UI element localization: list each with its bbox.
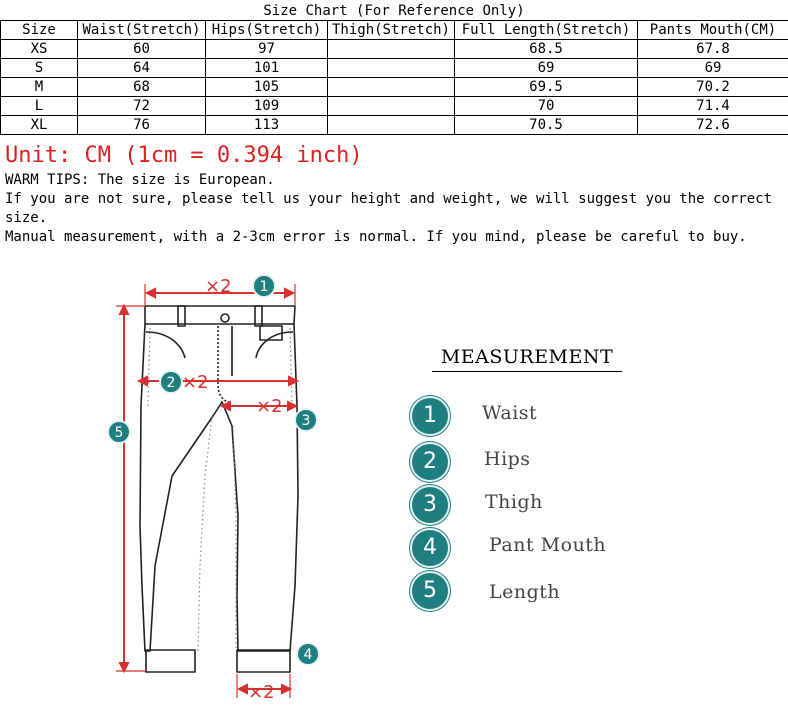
legend-item-thigh [410, 485, 710, 525]
table-header-row [1, 21, 788, 40]
pant-mouth-multiplier: ×2 [248, 682, 275, 703]
table-cell: L [1, 97, 78, 116]
table-cell: 105 [206, 78, 328, 97]
table-cell: M [1, 78, 78, 97]
diagram-badge-4 [297, 643, 319, 665]
size-chart-table [0, 20, 788, 135]
table-cell: 70.5 [455, 116, 638, 135]
pants-waistband [145, 306, 295, 324]
legend-label: Thigh [485, 491, 543, 513]
legend-item-waist [410, 396, 710, 436]
unit-note: Unit: CM (1cm = 0.394 inch) [5, 143, 363, 168]
table-cell: 69.5 [455, 78, 638, 97]
table-cell: 69 [638, 59, 788, 78]
table-row [1, 40, 788, 59]
table-row [1, 97, 788, 116]
table-cell: 72.6 [638, 116, 788, 135]
right-cuff [237, 650, 290, 672]
legend-label: Length [489, 581, 561, 603]
table-cell: 70 [455, 97, 638, 116]
table-cell [328, 40, 455, 59]
header-pants-mouth: Pants Mouth(CM) [638, 21, 788, 40]
header-thigh: Thigh(Stretch) [328, 21, 455, 40]
warm-tips-text: WARM TIPS: The size is European. [5, 172, 275, 188]
left-pocket [146, 332, 185, 358]
legend-item-length [410, 571, 710, 611]
legend-item-hips [410, 442, 710, 482]
table-cell: 70.2 [638, 78, 788, 97]
table-cell: 64 [78, 59, 206, 78]
diagram-badge-1 [253, 275, 275, 297]
svg-text:2: 2 [166, 375, 176, 391]
number-badge: 2 [410, 442, 450, 482]
table-cell [328, 116, 455, 135]
header-size: Size [1, 21, 78, 40]
svg-text:4: 4 [303, 647, 313, 663]
left-cuff [146, 650, 195, 672]
legend-label: Waist [482, 402, 538, 424]
table-cell: 101 [206, 59, 328, 78]
table-cell [328, 97, 455, 116]
table-cell: 67.8 [638, 40, 788, 59]
header-hips: Hips(Stretch) [206, 21, 328, 40]
table-row [1, 78, 788, 97]
table-cell: 71.4 [638, 97, 788, 116]
tips-block [5, 171, 785, 247]
table-cell: XL [1, 116, 78, 135]
measurement-error-text: Manual measurement, with a 2-3cm error is normal. If you mind, please be careful to buy. [5, 229, 747, 245]
legend-label: Pant Mouth [489, 534, 607, 556]
header-full-length: Full Length(Stretch) [455, 21, 638, 40]
size-chart-title: Size Chart (For Reference Only) [263, 3, 525, 19]
right-pocket [256, 332, 293, 358]
hips-multiplier: ×2 [182, 372, 209, 393]
table-cell: 76 [78, 116, 206, 135]
diagram-badge-3 [295, 409, 317, 431]
fly-stitch [218, 326, 230, 402]
table-cell [328, 78, 455, 97]
number-badge: 3 [410, 485, 450, 525]
table-cell: 109 [206, 97, 328, 116]
table-cell [328, 59, 455, 78]
pants-measurement-diagram [0, 266, 400, 709]
table-cell: 97 [206, 40, 328, 59]
number-badge: 5 [410, 571, 450, 611]
thigh-multiplier: ×2 [256, 396, 283, 417]
table-cell: 60 [78, 40, 206, 59]
table-cell: 69 [455, 59, 638, 78]
legend-item-pant-mouth [410, 528, 710, 568]
table-cell: 68.5 [455, 40, 638, 59]
measurement-heading: MEASUREMENT [432, 346, 622, 372]
number-badge: 4 [410, 528, 450, 568]
table-row [1, 59, 788, 78]
table-row [1, 116, 788, 135]
diagram-badge-2 [160, 371, 182, 393]
table-cell: 113 [206, 116, 328, 135]
svg-text:5: 5 [114, 425, 124, 441]
waist-multiplier: ×2 [205, 276, 232, 297]
table-cell: 68 [78, 78, 206, 97]
svg-text:3: 3 [301, 413, 311, 429]
table-cell: 72 [78, 97, 206, 116]
svg-text:1: 1 [259, 279, 269, 295]
number-badge: 1 [410, 396, 450, 436]
table-cell: S [1, 59, 78, 78]
header-waist: Waist(Stretch) [78, 21, 206, 40]
button-icon [221, 314, 229, 322]
table-cell: XS [1, 40, 78, 59]
legend-label: Hips [484, 448, 531, 470]
size-advice-text: If you are not sure, please tell us your height and weight, we will suggest you the correct size. [5, 191, 773, 226]
diagram-badge-5 [108, 421, 130, 443]
